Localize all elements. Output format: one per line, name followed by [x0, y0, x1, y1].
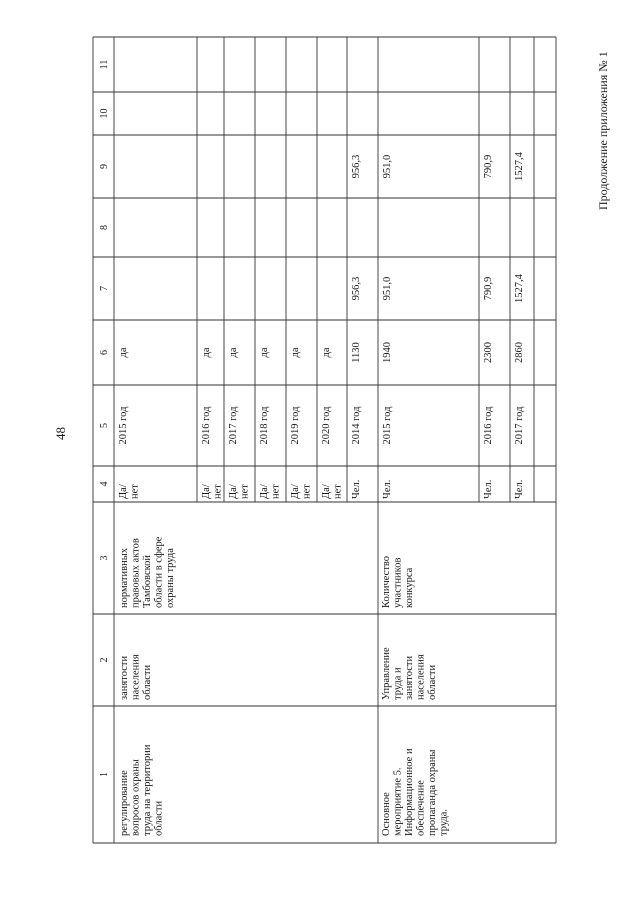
cell-unit: нет: [212, 484, 224, 499]
cell-event-name: пропаганда охраны: [427, 749, 438, 836]
cell-indicator-value: да: [290, 347, 301, 358]
cell-responsible: населения: [415, 654, 427, 700]
cell-unit: Чел.: [483, 479, 494, 499]
cell-event-name: Информационное и: [404, 748, 415, 836]
cell-year: 2015 год: [118, 406, 129, 445]
cell-unit: Чел.: [351, 479, 362, 499]
cell-indicator-value: да: [118, 347, 129, 358]
cell-funding-total: 790,9: [483, 276, 494, 301]
cell-year: 2017 год: [514, 406, 525, 445]
cell-unit: Да/: [259, 484, 270, 499]
cell-year: 2015 год: [382, 406, 393, 445]
cell-indicator: охраны труда: [165, 548, 176, 608]
cell-indicator-value: 2860: [514, 342, 525, 363]
column-number: 2: [99, 657, 110, 663]
cell-responsible: области: [427, 664, 438, 700]
column-number: 10: [99, 108, 110, 119]
column-number: 6: [99, 350, 110, 355]
cell-unit: нет: [239, 484, 251, 499]
cell-year: 2020 год: [321, 406, 332, 445]
cell-year: 2019 год: [290, 406, 301, 445]
cell-indicator: нормативных: [119, 547, 130, 608]
cell-indicator-value: 2300: [483, 342, 494, 363]
cell-indicator-value: да: [228, 347, 239, 358]
cell-responsible: области: [142, 664, 153, 700]
cell-responsible: занятости: [404, 655, 415, 700]
cell-event-name: области: [153, 800, 165, 836]
page-number: 48: [53, 427, 68, 440]
cell-unit: нет: [270, 484, 282, 499]
column-number: 5: [99, 423, 110, 428]
cell-year: 2016 год: [483, 406, 494, 445]
cell-event-name: регулирование: [119, 770, 130, 836]
cell-responsible: Управление: [381, 647, 392, 700]
column-number: 4: [99, 481, 110, 487]
cell-event-name: Основное: [381, 792, 392, 836]
cell-event-name: мероприятие 5.: [392, 767, 404, 836]
cell-unit: нет: [301, 484, 313, 499]
cell-indicator: Тамбовской: [142, 554, 153, 608]
appendix-continuation-note: Продолжение приложения № 1: [596, 51, 610, 210]
column-number: 1: [99, 772, 110, 777]
cell-indicator-value: 1940: [382, 342, 393, 363]
cell-funding-source: 1527,4: [514, 152, 525, 181]
cell-responsible: занятости: [119, 655, 130, 700]
cell-unit: Да/: [321, 484, 332, 499]
column-number: 3: [99, 555, 110, 561]
cell-responsible: труда и: [392, 667, 404, 700]
cell-year: 2018 год: [259, 406, 270, 445]
cell-indicator-value: да: [201, 347, 212, 358]
table-cells: [99, 60, 525, 836]
cell-funding-source: 951,0: [382, 154, 393, 179]
cell-indicator: правовых актов: [130, 538, 142, 608]
cell-year: 2017 год: [228, 406, 239, 445]
cell-funding-source: 790,9: [483, 154, 494, 179]
cell-funding-total: 1527,4: [514, 274, 525, 303]
cell-unit: нет: [129, 484, 141, 499]
cell-unit: Да/: [228, 484, 239, 499]
cell-indicator-value: да: [259, 347, 270, 358]
cell-event-name: вопросов охраны: [130, 759, 142, 836]
cell-funding-total: 956,3: [351, 276, 362, 301]
column-number: 8: [99, 225, 110, 230]
cell-funding-total: 951,0: [382, 276, 393, 301]
cell-indicator: участников: [392, 557, 404, 608]
cell-indicator: области в сфере: [153, 536, 165, 608]
cell-event-name: труда на территории: [142, 744, 153, 836]
cell-unit: Да/: [201, 484, 212, 499]
cell-unit: Чел.: [514, 479, 525, 499]
cell-unit: нет: [332, 484, 344, 499]
column-number: 11: [99, 59, 110, 70]
cell-indicator: конкурса: [404, 567, 415, 608]
cell-event-name: обеспечение: [415, 780, 427, 836]
cell-indicator-value: да: [321, 347, 332, 358]
column-number: 7: [99, 286, 110, 291]
column-number: 9: [99, 164, 110, 169]
cell-indicator-value: 1130: [351, 342, 362, 363]
cell-unit: Да/: [290, 484, 301, 499]
cell-event-name: труда.: [438, 808, 450, 836]
cell-responsible: населения: [130, 654, 142, 700]
cell-year: 2014 год: [351, 406, 362, 445]
cell-unit: Да/: [118, 484, 129, 499]
cell-unit: Чел.: [382, 479, 393, 499]
cell-year: 2016 год: [201, 406, 212, 445]
cell-indicator: Количество: [381, 555, 392, 608]
cell-funding-source: 956,3: [351, 154, 362, 179]
